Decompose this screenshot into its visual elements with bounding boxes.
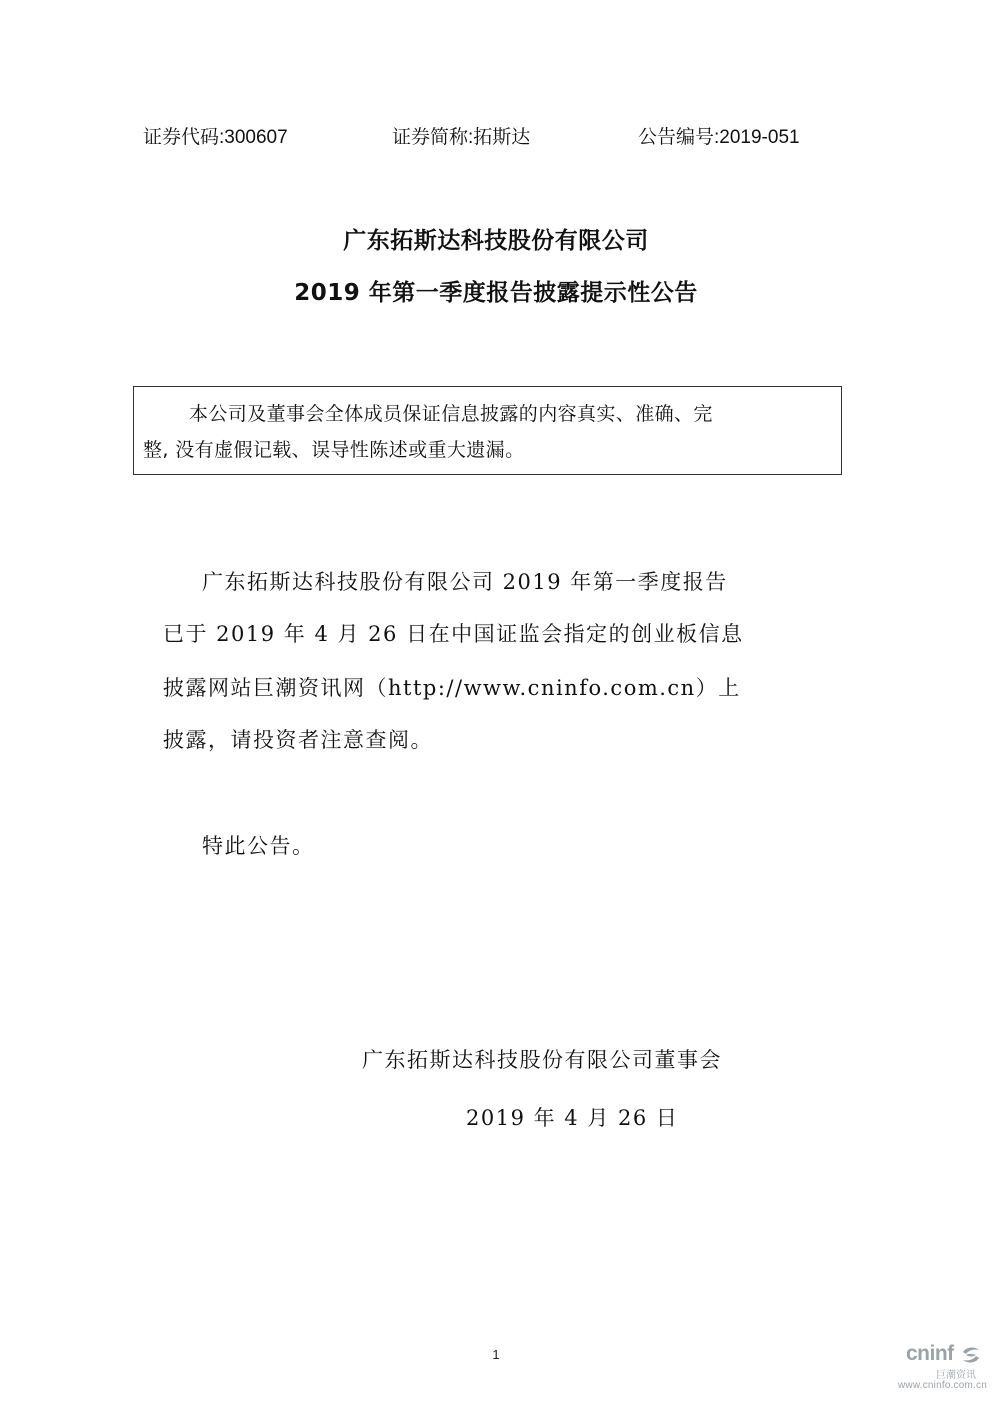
cninfo-watermark bbox=[898, 1340, 988, 1396]
page-number: 1 bbox=[492, 1347, 500, 1362]
disclaimer-box bbox=[133, 386, 842, 475]
announcement-number: 公告编号:2019-051 bbox=[638, 127, 800, 148]
swirl-logo-icon bbox=[960, 1344, 982, 1366]
disclaimer-line-2: 整, 没有虚假记载、误导性陈述或重大遗漏。 bbox=[143, 439, 525, 461]
stock-code: 证券代码:300607 bbox=[143, 127, 288, 148]
body-line-2: 已于 2019 年 4 月 26 日在中国证监会指定的创业板信息 bbox=[163, 622, 744, 646]
closing-text: 特此公告。 bbox=[202, 834, 315, 858]
signer-name: 广东拓斯达科技股份有限公司董事会 bbox=[362, 1048, 722, 1072]
body-line-3: 披露网站巨潮资讯网（http://www.cninfo.com.cn）上 bbox=[163, 676, 741, 700]
company-title: 广东拓斯达科技股份有限公司 bbox=[343, 228, 649, 254]
signature-date: 2019 年 4 月 26 日 bbox=[466, 1106, 679, 1130]
watermark-brand: cninf bbox=[906, 1342, 954, 1365]
body-line-1: 广东拓斯达科技股份有限公司 2019 年第一季度报告 bbox=[202, 570, 728, 594]
watermark-url: www.cninfo.com.cn bbox=[898, 1380, 987, 1391]
body-line-4: 披露，请投资者注意查阅。 bbox=[163, 728, 433, 752]
announcement-title: 2019 年第一季度报告披露提示性公告 bbox=[294, 280, 698, 306]
watermark-cn-name: 巨潮资讯 bbox=[936, 1370, 976, 1381]
stock-abbreviation: 证券简称:拓斯达 bbox=[392, 127, 531, 148]
disclaimer-line-1: 本公司及董事会全体成员保证信息披露的内容真实、准确、完 bbox=[189, 403, 713, 425]
